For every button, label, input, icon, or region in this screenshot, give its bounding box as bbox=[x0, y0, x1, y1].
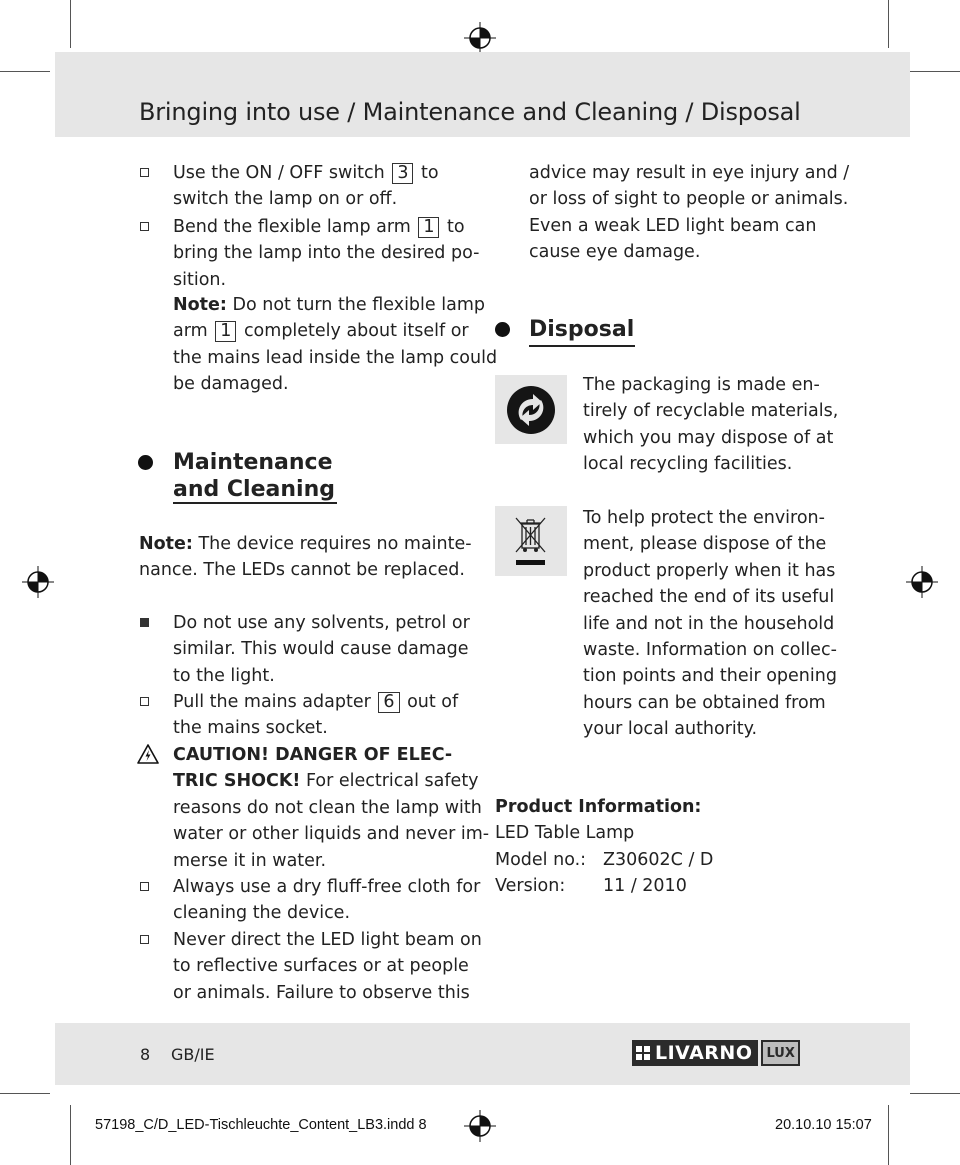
text: To help protect the environ- bbox=[583, 508, 825, 528]
crossed-bin-icon bbox=[495, 506, 567, 576]
text: Do not turn the flexible lamp bbox=[232, 295, 485, 315]
text: similar. This would cause damage bbox=[173, 639, 469, 660]
packaging-text bbox=[583, 372, 843, 478]
heading-line: and Cleaning bbox=[173, 477, 335, 502]
text: out of bbox=[401, 692, 459, 712]
crop-mark bbox=[888, 1105, 889, 1165]
list-item bbox=[173, 160, 439, 213]
language-code: GB/IE bbox=[171, 1045, 215, 1064]
text: nance. The LEDs cannot be replaced. bbox=[139, 560, 465, 581]
right-column-continuation bbox=[529, 160, 859, 266]
registration-mark-icon bbox=[906, 566, 938, 598]
text: or animals. Failure to observe this bbox=[173, 982, 470, 1003]
text: local recycling facilities. bbox=[583, 454, 793, 475]
text: Always use a dry fluff-free cloth for bbox=[173, 877, 481, 897]
text: Use the ON / OFF switch bbox=[173, 163, 391, 183]
imprint-datetime: 20.10.10 15:07 bbox=[775, 1117, 872, 1133]
text: sition. bbox=[173, 269, 227, 290]
text: Do not use any solvents, petrol or bbox=[173, 613, 470, 633]
text: The packaging is made en- bbox=[583, 375, 820, 395]
version-value: 11 / 2010 bbox=[603, 876, 687, 897]
text: reached the end of its useful bbox=[583, 587, 835, 608]
part-number-box: 1 bbox=[215, 321, 236, 342]
list-item bbox=[173, 214, 479, 293]
registration-mark-icon bbox=[464, 1110, 496, 1142]
text: arm bbox=[173, 321, 214, 342]
logo-lux: LUX bbox=[761, 1040, 799, 1066]
imprint-file: 57198_C/D_LED-Tischleuchte_Content_LB3.indd 8 bbox=[95, 1117, 427, 1133]
text: Bend the flexible lamp arm bbox=[173, 217, 417, 237]
text: which you may dispose of at bbox=[583, 427, 834, 448]
checkbox-bullet-icon bbox=[140, 697, 149, 706]
checkbox-bullet-icon bbox=[140, 222, 149, 231]
recycle-icon bbox=[495, 375, 567, 444]
text: bring the lamp into the desired po- bbox=[173, 243, 480, 264]
text: your local authority. bbox=[583, 719, 758, 740]
part-number-box: 1 bbox=[418, 217, 439, 238]
crop-mark bbox=[910, 71, 960, 72]
note-block bbox=[173, 292, 497, 398]
registration-mark-icon bbox=[22, 566, 54, 598]
note-label: Note: bbox=[173, 295, 227, 315]
text: cause eye damage. bbox=[529, 242, 701, 263]
caution-text: TRIC SHOCK! bbox=[173, 771, 301, 792]
product-name: LED Table Lamp bbox=[495, 823, 635, 844]
text: reasons do not clean the lamp with bbox=[173, 797, 482, 818]
text: tion points and their opening bbox=[583, 666, 837, 687]
section-heading-maintenance bbox=[173, 449, 335, 503]
text: waste. Information on collec- bbox=[583, 640, 837, 661]
caution-text: CAUTION! DANGER OF ELEC- bbox=[173, 745, 453, 765]
checkbox-bullet-icon bbox=[140, 168, 149, 177]
list-item bbox=[173, 689, 458, 742]
text: cleaning the device. bbox=[173, 903, 351, 924]
text: merse it in water. bbox=[173, 850, 327, 871]
environment-text bbox=[583, 505, 843, 743]
text: Never direct the LED light beam on bbox=[173, 930, 482, 950]
heading-line: Maintenance bbox=[173, 450, 333, 475]
logo-text: LIVARNO bbox=[655, 1042, 753, 1064]
crop-mark bbox=[888, 0, 889, 48]
text: or loss of sight to people or animals. bbox=[529, 189, 849, 210]
heading-underline bbox=[173, 502, 337, 504]
text: The device requires no mainte- bbox=[198, 534, 472, 554]
version-label: Version: bbox=[495, 876, 566, 897]
text: Pull the mains adapter bbox=[173, 692, 377, 712]
section-bullet-icon bbox=[138, 455, 153, 470]
logo-mark-icon bbox=[636, 1046, 650, 1060]
text: to reflective surfaces or at people bbox=[173, 956, 469, 977]
text: product properly when it has bbox=[583, 560, 836, 581]
text: water or other liquids and never im- bbox=[173, 824, 490, 845]
product-info-heading: Product Information: bbox=[495, 797, 702, 817]
logo-main bbox=[632, 1040, 758, 1066]
model-value: Z30602C / D bbox=[603, 849, 714, 870]
livarno-logo bbox=[632, 1040, 800, 1066]
text: hours can be obtained from bbox=[583, 692, 826, 713]
crop-mark bbox=[0, 1093, 50, 1094]
checkbox-bullet-icon bbox=[140, 935, 149, 944]
text: tirely of recyclable materials, bbox=[583, 401, 839, 422]
caution-block bbox=[173, 742, 489, 874]
text: the mains socket. bbox=[173, 718, 328, 739]
text: Even a weak LED light beam can bbox=[529, 215, 817, 236]
text: life and not in the household bbox=[583, 613, 835, 634]
text: For electrical safety bbox=[300, 771, 479, 792]
list-item bbox=[173, 874, 480, 927]
text: to the light. bbox=[173, 665, 275, 686]
crop-mark bbox=[70, 0, 71, 48]
text: advice may result in eye injury and / bbox=[529, 163, 850, 183]
text: switch the lamp on or off. bbox=[173, 189, 398, 210]
text: to bbox=[415, 163, 439, 183]
product-information bbox=[495, 794, 825, 900]
crop-mark bbox=[910, 1093, 960, 1094]
crop-mark bbox=[0, 71, 50, 72]
heading-underline bbox=[529, 345, 635, 347]
page-title: Bringing into use / Maintenance and Cleaning / Disposal bbox=[139, 98, 801, 126]
filled-bullet-icon bbox=[140, 618, 149, 627]
section-heading-disposal: Disposal bbox=[529, 317, 635, 342]
text: be damaged. bbox=[173, 374, 289, 395]
list-item bbox=[173, 610, 470, 689]
page-number: 8 bbox=[140, 1045, 151, 1064]
registration-mark-icon bbox=[464, 22, 496, 54]
part-number-box: 3 bbox=[392, 163, 413, 184]
text: ment, please dispose of the bbox=[583, 534, 827, 555]
list-item bbox=[173, 927, 482, 1006]
weee-symbol-box bbox=[495, 506, 567, 576]
text: completely about itself or bbox=[238, 321, 469, 342]
crop-mark bbox=[70, 1105, 71, 1165]
note-label: Note: bbox=[139, 534, 193, 554]
text: to bbox=[441, 217, 465, 237]
note-block bbox=[139, 531, 479, 584]
section-bullet-icon bbox=[495, 322, 510, 337]
checkbox-bullet-icon bbox=[140, 882, 149, 891]
recycle-symbol-box bbox=[495, 375, 567, 444]
warning-lightning-icon bbox=[137, 744, 159, 764]
model-label: Model no.: bbox=[495, 849, 587, 870]
part-number-box: 6 bbox=[378, 692, 399, 713]
text: the mains lead inside the lamp could bbox=[173, 347, 498, 368]
